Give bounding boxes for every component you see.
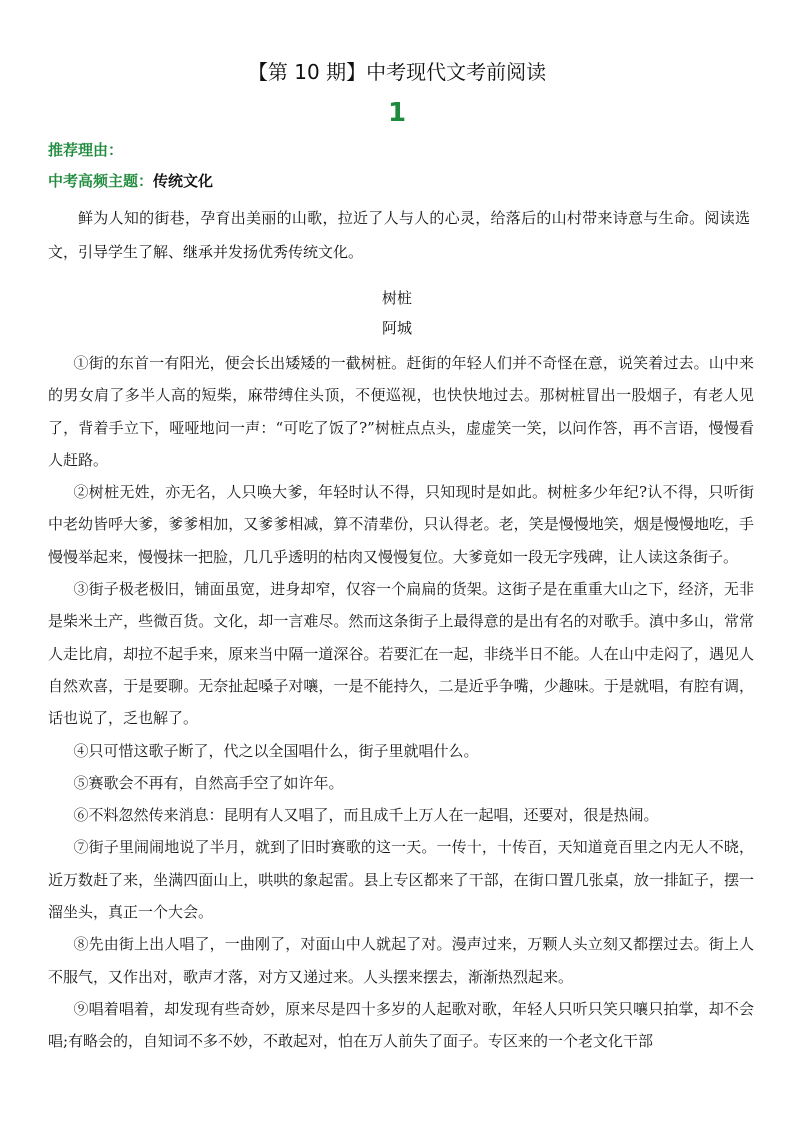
theme-line <box>48 170 213 192</box>
recommendation-intro: 鲜为人知的街巷，孕育出美丽的山歌，拉近了人与人的心灵，给落后的山村带来诗意与生命。阅读选文，引导学生了解、继承并发扬优秀传统文化。 <box>48 209 750 261</box>
theme-value: 传统文化 <box>153 172 214 190</box>
story-paragraph-7: ⑦街子里闹闹地说了半月，就到了旧时赛歌的这一天。一传十，十传百，天知道竟百里之内无人不晓，近万数赶了来，坐满四面山上，哄哄的象起雷。县上专区都来了干部，在街口置几张桌，放一排缸子，摆一溜坐头，真正一个大会。 <box>48 838 754 922</box>
story-paragraph-8: ⑧先由街上出人唱了，一曲刚了，对面山中人就起了对。漫声过来，万颗人头立刻又都摆过去。街上人不服气，又作出对，歌声才落，对方又递过来。人头摆来摆去，渐渐热烈起来。 <box>48 935 754 986</box>
story-paragraph-1: ①街的东首一有阳光，便会长出矮矮的一截树桩。赶街的年轻人们并不奇怪在意，说笑着过去。山中来的男女肩了多半人高的短柴，麻带缚住头顶，不便巡视，也快快地过去。那树桩冒出一股烟子，有老人见了，背着手立下，哑哑地问一声：“可吃了饭了?”树桩点点头，虚虚笑一笑，以问作答，再不言语，慢慢看人赶路。 <box>48 354 754 469</box>
story-paragraph-3: ③街子极老极旧，铺面虽宽，进身却窄，仅容一个扁扁的货架。这街子是在重重大山之下，经济，无非是柴米土产，些微百货。文化，却一言难尽。然而这条街子上最得意的是出有名的对歌手。滇中多山，常常人走比肩，却拉不起手来，原来当中隔一道深谷。若要汇在一起，非绕半日不能。人在山中走闷了，遇见人自然欢喜，于是要聊。无奈扯起嗓子对嚷，一是不能持久，二是近乎争嘴，少趣味。于是就唱，有腔有调，话也说了，乏也解了。 <box>48 580 754 728</box>
theme-label: 中考高频主题： <box>48 172 154 190</box>
page-title: 【第 10 期】中考现代文考前阅读 <box>247 60 547 84</box>
recommendation-heading: 推荐理由： <box>48 141 124 159</box>
story-paragraph-9: ⑨唱着唱着，却发现有些奇妙，原来尽是四十多岁的人起歌对歌，年轻人只听只笑只嚷只拍掌，却不会唱;有略会的，自知词不多不妙，不敢起对，怕在万人前失了面子。专区来的一个老文化干部 <box>48 999 754 1051</box>
story-paragraph-5: ⑤赛歌会不再有，自然高手空了如许年。 <box>73 773 344 792</box>
section-number: 1 <box>387 98 407 128</box>
story-body <box>48 347 754 1058</box>
story-author: 阿城 <box>381 319 412 337</box>
story-paragraph-2: ②树桩无姓，亦无名，人只唤大爹，年轻时认不得，只知现时是如此。树桩多少年纪?认不得，只听街中老幼皆呼大爹，爹爹相加，又爹爹相减，算不清辈份，只认得老。老，笑是慢慢地笑，烟是慢慢地吃，手慢慢举起来，慢慢抹一把脸，几几乎透明的枯肉又慢慢复位。大爹竟如一段无字残碑，让人读这条街子。 <box>48 483 754 566</box>
story-paragraph-4: ④只可惜这歌子断了，代之以全国唱什么，街子里就唱什么。 <box>73 741 479 760</box>
story-title: 树桩 <box>381 289 412 307</box>
story-paragraph-6: ⑥不料忽然传来消息：昆明有人又唱了，而且成千上万人在一起唱，还要对，很是热闹。 <box>73 806 659 825</box>
